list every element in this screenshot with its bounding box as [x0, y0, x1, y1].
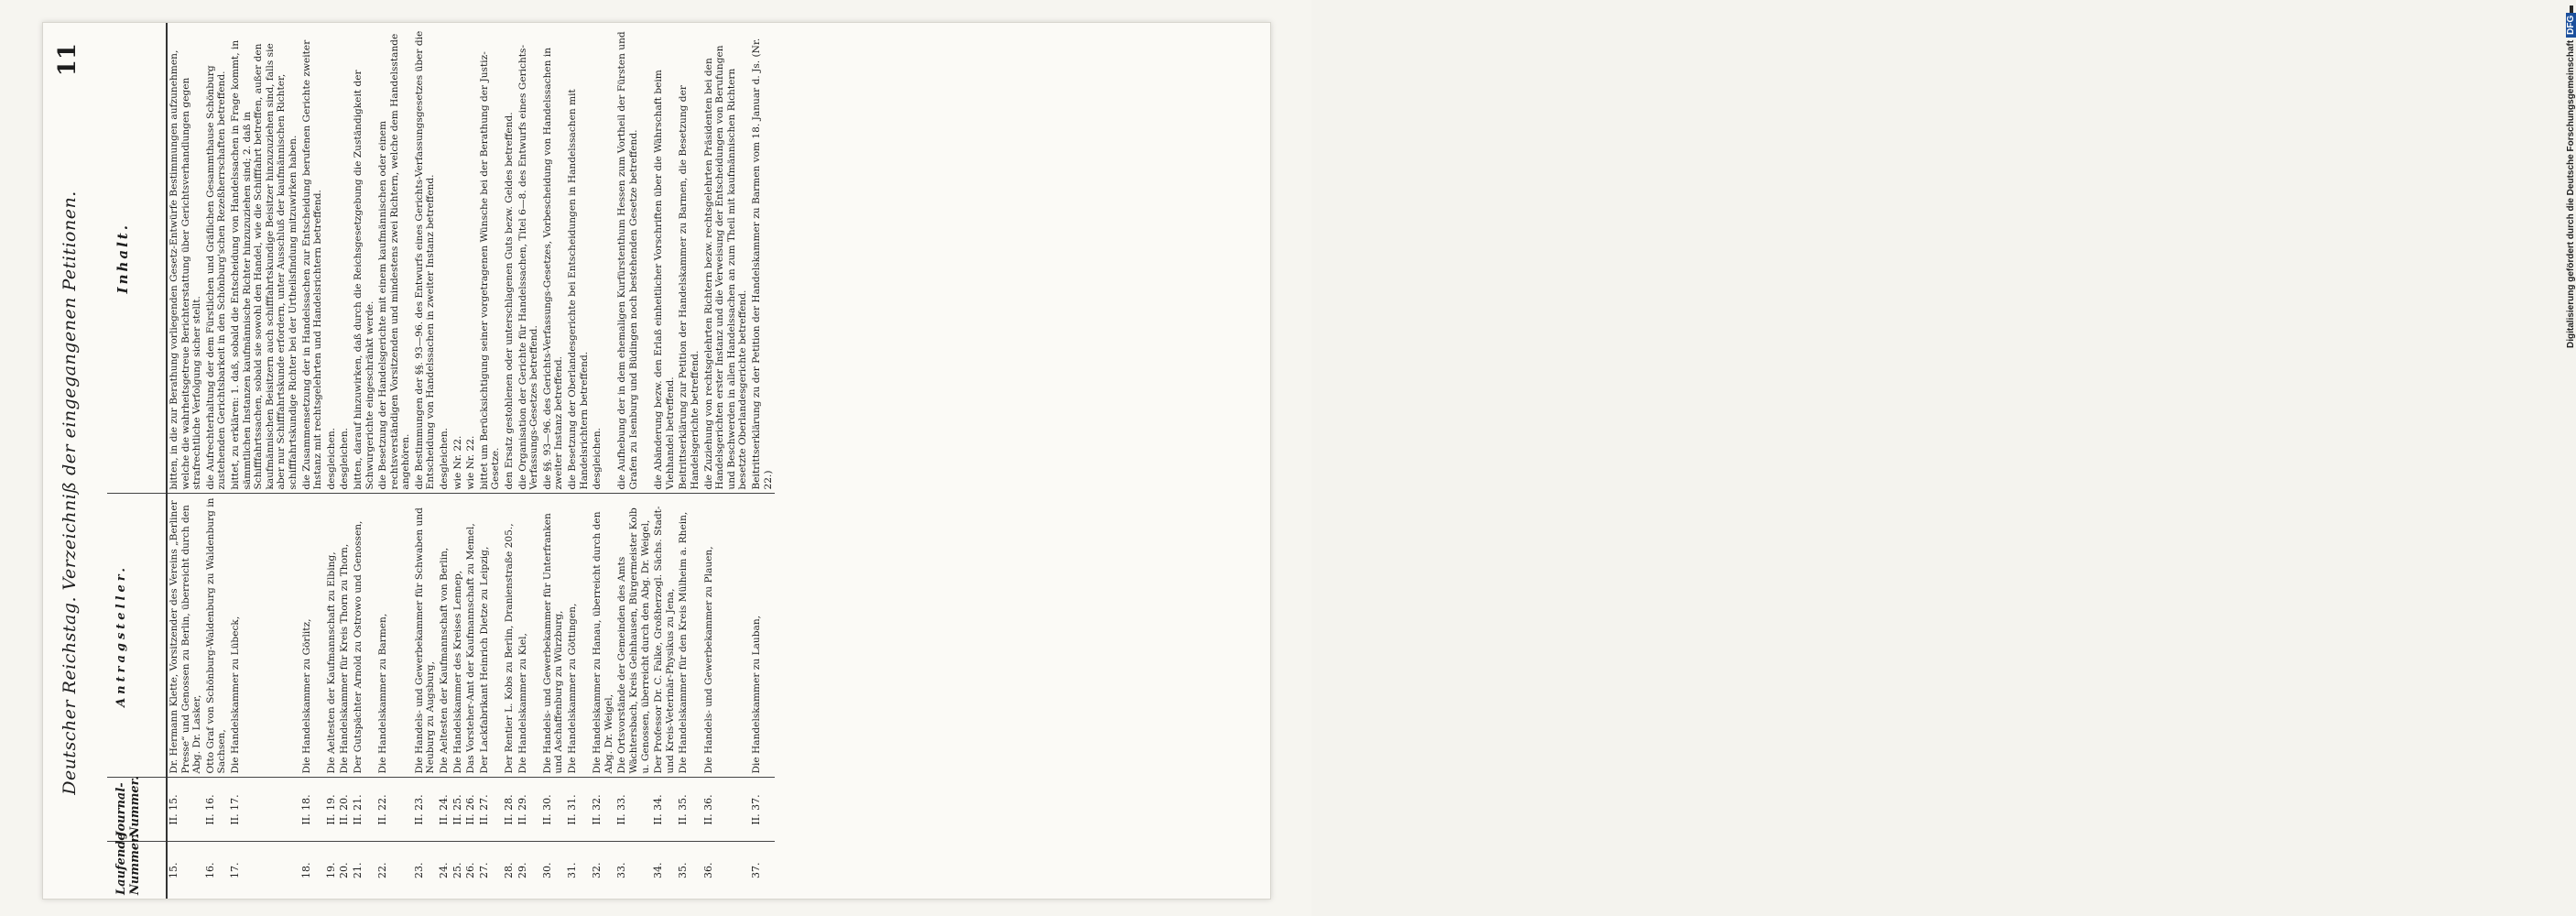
table-row: [229, 23, 300, 899]
digitization-stamp: [1269, 0, 2576, 916]
row-inhalt: die §§. 93—96. des Gerichts-Verfassungs-Gesetzes, Vorbescheidung von Handelssachen in zweiter Instanz betreffend.: [541, 47, 565, 490]
row-antragsteller: Der Rentier L. Kobs zu Berlin, Dranienstraße 205.,: [503, 494, 516, 778]
page-title: Deutscher Reichstag. Verzeichniß der eingegangenen Petitionen.: [60, 191, 80, 795]
row-antragsteller: Die Handelskammer zu Kiel,: [516, 494, 541, 778]
table-row: [300, 23, 325, 899]
table-header-row: [107, 23, 167, 899]
row-lfd: 31.: [566, 862, 578, 878]
row-lfd: 17.: [228, 862, 241, 878]
row-journal: II. 17.: [229, 778, 300, 842]
row-antragsteller: Die Handelskammer zu Barmen,: [376, 494, 413, 778]
row-antragsteller: Die Handels- und Gewerbekammer zu Plauen,: [702, 494, 750, 778]
stamp-label: Digitalisierung gefördert durch die Deutsche Forschungsgemeinschaft: [2566, 39, 2576, 348]
row-inhalt: die Aufhebung der in dem ehemaligen Kurfürstenthum Hessen zum Vortheil der Fürsten und Grafen zu Isenburg und Büdingen noch bestehenden Gesetze betreffend.: [616, 31, 639, 490]
row-lfd: 28.: [503, 862, 516, 878]
row-inhalt: die Zuziehung von rechtsgelehrten Richtern bezw. rechtsgelehrten Präsidenten bei den Handelsgerichten erster Instanz und die Verweisung der Entscheidungen von Berufungen und Beschwerden in allen Handelssachen an zum Theil mit kaufmännischen Richtern besetzte Oberlandesgerichte betreffend.: [702, 45, 749, 490]
row-antragsteller: Otto Graf von Schönburg-Waldenburg zu Waldenburg in Sachsen,: [204, 494, 229, 778]
table-row: [702, 23, 750, 899]
table-row: [413, 23, 438, 899]
row-inhalt: desgleichen.: [339, 427, 351, 490]
row-journal: II. 31.: [566, 778, 591, 842]
row-inhalt: die Besetzung der Oberlandesgerichte bei Entscheidungen in Handelssachen mit Handelsrichtern betreffend.: [567, 89, 590, 490]
column-header-inhalt: Inhalt.: [107, 23, 167, 494]
row-journal: II. 35.: [677, 778, 701, 842]
row-inhalt: bittet, zu erklären: 1. daß, sobald die Entscheidung von Handelssachen in Frage kommt, in sämmtlichen Instanzen kaufmännische Richter hinzuzuziehen sind; 2. daß in Schifffahrtssachen, sobald sie sowohl den Handel, wie die Schifffahrt betreffen, außer den kaufmännischen Beisitzern auch schifffahrtskundige Beisitzer hinzuzuziehen sind, falls sie aber nur Schifffahrtskunde erfordern, unter Ausschluß der kaufmännischen Richter, schifffahrtskundige Richter bei der Urtheilsfindung mitzuwirken haben.: [229, 39, 299, 490]
table-row: [503, 23, 516, 899]
row-lfd: 15.: [168, 862, 179, 878]
row-journal: II. 37.: [750, 778, 775, 842]
column-header-antragsteller: Antragsteller.: [107, 494, 167, 778]
row-lfd: 21.: [351, 862, 364, 878]
table-row: [750, 23, 775, 899]
row-antragsteller: Die Handels- und Gewerbekammer für Unterfranken und Aschaffenburg zu Würzburg,: [541, 494, 566, 778]
row-inhalt: die Organisation der Gerichte für Handelssachen, Titel 6—8. des Entwurfs eines Gerichts-Verfassungs-Gesetzes betreffend.: [516, 44, 540, 490]
row-journal: II. 18.: [300, 778, 325, 842]
row-journal: II. 19.: [325, 778, 339, 842]
row-antragsteller: Die Handelskammer zu Göttingen,: [566, 494, 591, 778]
row-journal: II. 21.: [352, 778, 376, 842]
row-antragsteller: Dr. Hermann Klette, Vorsitzender des Vereins „Berliner Presse“ und Genossen zu Berlin, überreicht durch den Abg. Dr. Lasker,: [167, 494, 204, 778]
row-journal: II. 15.: [167, 778, 204, 842]
row-journal: II. 22.: [376, 778, 413, 842]
row-lfd: 30.: [540, 862, 553, 878]
row-antragsteller: Die Handelskammer zu Lauban,: [750, 494, 775, 778]
row-inhalt: die Zusammensetzung der in Handelssachen zur Entscheidung berufenen Gerichte zweiter Instanz mit rechtsgelehrten und Handelsrichtern betreffend.: [300, 39, 324, 490]
row-antragsteller: Die Handelskammer zu Hanau, überreicht durch den Abg. Dr. Weigel,: [591, 494, 615, 778]
table-row: [464, 23, 478, 899]
row-journal: II. 25.: [451, 778, 465, 842]
row-inhalt: wie Nr. 22.: [465, 435, 477, 490]
row-inhalt: bittet um Berücksichtigung seiner vorgetragenen Wünsche bei der Berathung der Justiz-Gesetze.: [478, 51, 502, 490]
row-lfd: 25.: [451, 862, 463, 878]
row-antragsteller: Die Handelskammer für Kreis Thorn zu Thorn,: [338, 494, 352, 778]
column-header-journal: Journal-Nummer.: [107, 778, 167, 842]
table-row: [541, 23, 566, 899]
row-antragsteller: Das Vorsteher-Amt der Kaufmannschaft zu Memel,: [464, 494, 478, 778]
row-antragsteller: Der Lackfabrikant Heinrich Dietze zu Leipzig,: [478, 494, 503, 778]
row-antragsteller: Die Handelskammer für den Kreis Mülheim a. Rhein,: [677, 494, 701, 778]
row-lfd: 26.: [464, 862, 477, 878]
row-antragsteller: Die Handelskammer zu Lübeck,: [229, 494, 300, 778]
row-antragsteller: Die Aeltesten der Kaufmannschaft von Berlin,: [438, 494, 451, 778]
table-row: [652, 23, 677, 899]
row-inhalt: bitten, darauf hinzuwirken, daß durch die Reichsgesetzgebung die Zuständigkeit der Schwurgerichte eingeschränkt werde.: [352, 70, 375, 490]
row-antragsteller: Die Ortsvorstände der Gemeinden des Amts Wächtersbach, Kreis Gelnhausen, Bürgermeister Kolb u. Genossen, überreicht durch den Abg. Dr. Weigel,: [615, 494, 652, 778]
row-journal: II. 20.: [338, 778, 352, 842]
row-inhalt: desgleichen.: [325, 427, 337, 490]
row-journal: II. 33.: [615, 778, 652, 842]
table-row: [478, 23, 503, 899]
row-lfd: 24.: [438, 862, 451, 878]
row-journal: II. 23.: [413, 778, 438, 842]
row-journal: II. 28.: [503, 778, 516, 842]
table-row: [204, 23, 229, 899]
row-journal: II. 29.: [516, 778, 541, 842]
row-lfd: 19.: [324, 862, 337, 878]
row-lfd: 22.: [376, 862, 389, 878]
row-inhalt: die Bestimmungen der §§. 93—96. des Entwurfs eines Gerichts-Verfassungsgesetzes über die Entscheidung von Handelssachen in zweiter Instanz betreffend.: [413, 30, 437, 490]
row-lfd: 37.: [749, 862, 762, 878]
row-lfd: 33.: [615, 862, 628, 878]
table-body: [167, 23, 775, 899]
document-page: [42, 22, 1271, 900]
row-inhalt: desgleichen.: [439, 427, 451, 490]
row-journal: II. 27.: [478, 778, 503, 842]
row-inhalt: die Abänderung bezw. den Erlaß einheitlicher Vorschriften über die Währschaft beim Viehhandel betreffend.: [653, 70, 676, 490]
row-inhalt: bitten, in die zur Berathung vorliegenden Gesetz-Entwürfe Bestimmungen aufzunehmen, welche die wahrheitsgetreue Berichterstattung über Gerichtsverhandlungen gegen strafrechtliche Verfolgung sicher stellt.: [168, 49, 203, 490]
page-number: 11: [54, 43, 82, 77]
row-journal: II. 36.: [702, 778, 750, 842]
row-lfd: 34.: [652, 862, 665, 878]
row-journal: II. 34.: [652, 778, 677, 842]
row-inhalt: Beitrittserklärung zur Petition der Handelskammer zu Barmen, die Besetzung der Handelsgerichte betreffend.: [678, 85, 701, 490]
row-journal: II. 16.: [204, 778, 229, 842]
row-lfd: 16.: [203, 862, 216, 878]
table-row: [516, 23, 541, 899]
table-row: [451, 23, 465, 899]
row-antragsteller: Die Handelskammer des Kreises Lennep,: [451, 494, 465, 778]
row-inhalt: wie Nr. 22.: [451, 435, 463, 490]
table-row: [352, 23, 376, 899]
row-inhalt: die Besetzung der Handelsgerichte mit einem kaufmännischen oder einem rechtsverständigen Vorsitzenden und mindestens zwei Richtern, welche dem Handelsstande angehören.: [377, 33, 412, 490]
table-row: [677, 23, 701, 899]
row-lfd: 29.: [516, 862, 528, 878]
row-journal: II. 24.: [438, 778, 451, 842]
row-inhalt: die Aufrechterhaltung der dem Fürstlichen und Gräflichen Gesammthause Schönburg zustehenden Gerichtsbarkeit in den Schönburg'schen Rezeßherrschaften betreffend.: [204, 65, 228, 490]
table-row: [376, 23, 413, 899]
row-lfd: 27.: [477, 862, 490, 878]
table-row: [167, 23, 204, 899]
table-row: [615, 23, 652, 899]
row-lfd: 18.: [299, 862, 312, 878]
row-antragsteller: Die Handelskammer zu Görlitz,: [300, 494, 325, 778]
row-inhalt: desgleichen.: [592, 427, 603, 490]
dfg-logo: DFG: [2566, 13, 2576, 38]
column-header-lfd: Laufende Nummer.: [107, 842, 167, 899]
row-journal: II. 26.: [464, 778, 478, 842]
row-lfd: 20.: [338, 862, 351, 878]
row-inhalt: Beitrittserklärung zu der Petition der Handelskammer zu Barmen vom 18. Januar d. Js. (Nr. 22.): [750, 38, 774, 490]
table-row: [325, 23, 339, 899]
row-lfd: 36.: [701, 862, 714, 878]
stamp-text: [2566, 13, 2576, 348]
page-header: [43, 23, 107, 899]
table-row: [338, 23, 352, 899]
row-inhalt: den Ersatz gestohlenen oder unterschlagenen Guts bezw. Geldes betreffend.: [504, 112, 516, 490]
table-row: [438, 23, 451, 899]
row-antragsteller: Der Gutspächter Arnold zu Ostrowo und Genossen,: [352, 494, 376, 778]
row-lfd: 35.: [677, 862, 690, 878]
table-row: [566, 23, 591, 899]
row-journal: II. 30.: [541, 778, 566, 842]
rotated-page-content: [43, 23, 1270, 899]
petition-table: [107, 23, 775, 899]
table-row: [591, 23, 615, 899]
row-antragsteller: Die Handels- und Gewerbekammer für Schwaben und Neuburg zu Augsburg,: [413, 494, 438, 778]
row-antragsteller: Der Professor Dr. C. Falke, Großherzogl. Sächs. Stadt- und Kreis-Veterinär-Physikus zu Jena,: [652, 494, 677, 778]
row-journal: II. 32.: [591, 778, 615, 842]
row-antragsteller: Die Aeltesten der Kaufmannschaft zu Elbing,: [325, 494, 339, 778]
row-lfd: 32.: [591, 862, 603, 878]
row-lfd: 23.: [412, 862, 425, 878]
